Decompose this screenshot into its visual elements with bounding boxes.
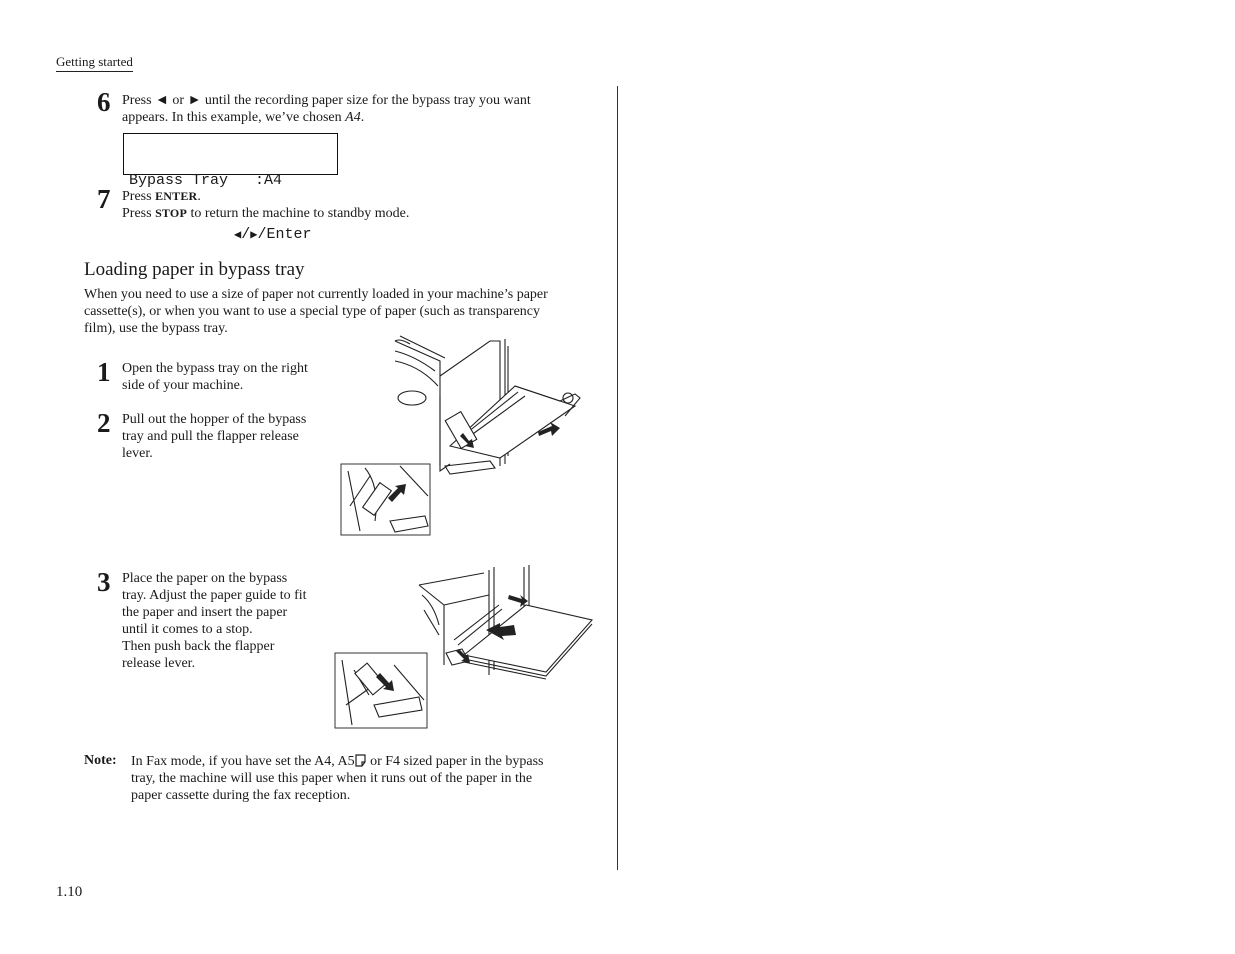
note-line-2: tray, the machine will use this paper when it runs out of the paper in the <box>131 771 533 786</box>
step-6-line-2: appears. In this example, we’ve chosen A4. <box>122 110 365 125</box>
lcd-row-1: Bypass Tray :A4 <box>129 172 283 189</box>
note-line-1: In Fax mode, if you have set the A4, A5 or F4 sized paper in the bypass <box>131 754 544 769</box>
note-label: Note: <box>84 753 117 768</box>
step-6-line-1: Press ◄ or ► until the recording paper size for the bypass tray you want <box>122 93 531 108</box>
page-number: 1.10 <box>56 884 83 900</box>
section-title: Loading paper in bypass tray <box>84 259 305 280</box>
bypass-tray-open-illustration <box>340 336 585 536</box>
step-number-7: 7 <box>97 184 111 214</box>
step-2-text: Pull out the hopper of the bypass tray and pull the flapper release lever. <box>122 412 307 461</box>
running-header: Getting started <box>56 54 133 72</box>
paper-orientation-icon <box>355 754 367 767</box>
step-number-1: 1 <box>97 357 111 387</box>
step-7-line-1: Press ENTER. <box>122 189 201 204</box>
step-number-3: 3 <box>97 567 111 597</box>
step-1-text: Open the bypass tray on the right side of your machine. <box>122 361 308 393</box>
lcd-row-2: ◀/▶/Enter <box>234 226 312 243</box>
right-arrow-icon: ▶ <box>250 228 258 242</box>
paper-insert-illustration <box>334 565 596 731</box>
step-6-text <box>122 92 592 126</box>
step-number-6: 6 <box>97 87 111 117</box>
left-arrow-icon: ◀ <box>234 228 242 242</box>
step-3-text: Place the paper on the bypass tray. Adjust the paper guide to fit the paper and insert the paper until it comes to a stop. Then push back the flapper release lever. <box>122 571 307 671</box>
section-intro: When you need to use a size of paper not currently loaded in your machine’s paper cassette(s), or when you want to use a special type of paper (such as transparency film), use the bypass tray. <box>84 287 548 336</box>
step-number-2: 2 <box>97 408 111 438</box>
column-divider <box>617 86 618 870</box>
enter-key-label: ENTER <box>155 189 198 203</box>
note-line-3: paper cassette during the fax reception. <box>131 788 351 803</box>
step-7-line-2: Press STOP to return the machine to standby mode. <box>122 206 410 221</box>
step-7-text <box>122 188 592 222</box>
note-text <box>131 753 581 804</box>
stop-key-label: STOP <box>155 206 187 220</box>
